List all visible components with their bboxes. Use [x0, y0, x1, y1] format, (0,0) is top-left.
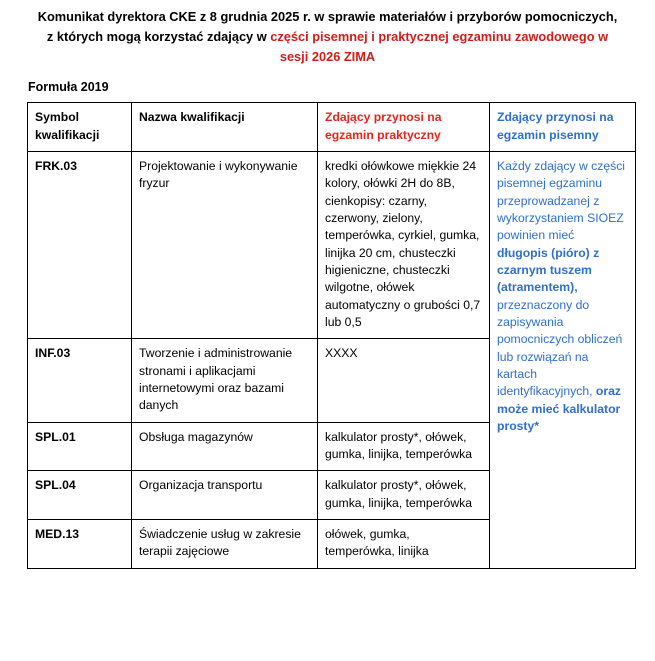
title-line-3-accent: egzaminu zawodowego w sesji 2026 ZIMA — [279, 28, 609, 64]
cell-symbol: INF.03 — [28, 339, 132, 422]
cell-practical: kalkulator prosty*, ołówek, gumka, linijka, temperówka — [318, 422, 490, 471]
title-line-2-plain: pomocniczych, z których mogą korzystać zdający w — [46, 9, 618, 44]
cell-symbol: SPL.01 — [28, 422, 132, 471]
written-text-part1: Każdy zdający w części pisemnej egzaminu przeprowadzanej z wykorzystaniem SIOEZ powinien mieć — [497, 159, 626, 243]
header-symbol: Symbol kwalifikacji — [28, 103, 132, 152]
header-name: Nazwa kwalifikacji — [132, 103, 318, 152]
cell-symbol: FRK.03 — [28, 152, 132, 339]
formula-label: Formuła 2019 — [28, 80, 109, 95]
header-written: Zdający przynosi na egzamin pisemny — [490, 103, 636, 152]
table-row — [28, 152, 636, 339]
written-text-part2: przeznaczony do zapisywania pomocniczych obliczeń lub rozwiązań na kartach identyfikacyjnych, — [497, 297, 623, 399]
cell-practical: kalkulator prosty*, ołówek, gumka, linijka, temperówka — [318, 471, 490, 520]
cell-name: Organizacja transportu — [132, 471, 318, 520]
document-page — [0, 7, 655, 661]
cell-practical: kredki ołówkowe miękkie 24 kolory, ołówki 2H do 8B, cienkopisy: czarny, czerwony, zielony, temperówka, cyrkiel, gumka, linijka 20 cm, chusteczki higieniczne, chusteczki wilgotne, ołówek automatyczny o grubości 0,7 lub 0,5 — [318, 152, 490, 339]
title-line-1: Komunikat dyrektora CKE z 8 grudnia 2025 r. w sprawie materiałów i przyborów — [37, 9, 522, 24]
qualifications-table — [27, 102, 636, 568]
written-text-bold2: oraz może mieć kalkulator prosty* — [497, 384, 621, 434]
cell-name: Tworzenie i administrowanie stronami i aplikacjami internetowymi oraz bazami danych — [132, 339, 318, 422]
cell-practical: XXXX — [318, 339, 490, 422]
header-practical: Zdający przynosi na egzamin praktyczny — [318, 103, 490, 152]
cell-written — [490, 152, 636, 569]
cell-name: Obsługa magazynów — [132, 422, 318, 471]
table-header-row — [28, 103, 636, 152]
title-line-2-accent: części pisemnej i praktycznej — [270, 28, 449, 44]
written-text-bold1: długopis (pióro) z czarnym tuszem (atramentem), — [497, 245, 600, 295]
cell-name: Projektowanie i wykonywanie fryzur — [132, 152, 318, 339]
cell-symbol: MED.13 — [28, 520, 132, 569]
cell-name: Świadczenie usług w zakresie terapii zajęciowe — [132, 520, 318, 569]
cell-practical: ołówek, gumka, temperówka, linijka — [318, 520, 490, 569]
cell-symbol: SPL.04 — [28, 471, 132, 520]
page-title — [34, 7, 621, 66]
